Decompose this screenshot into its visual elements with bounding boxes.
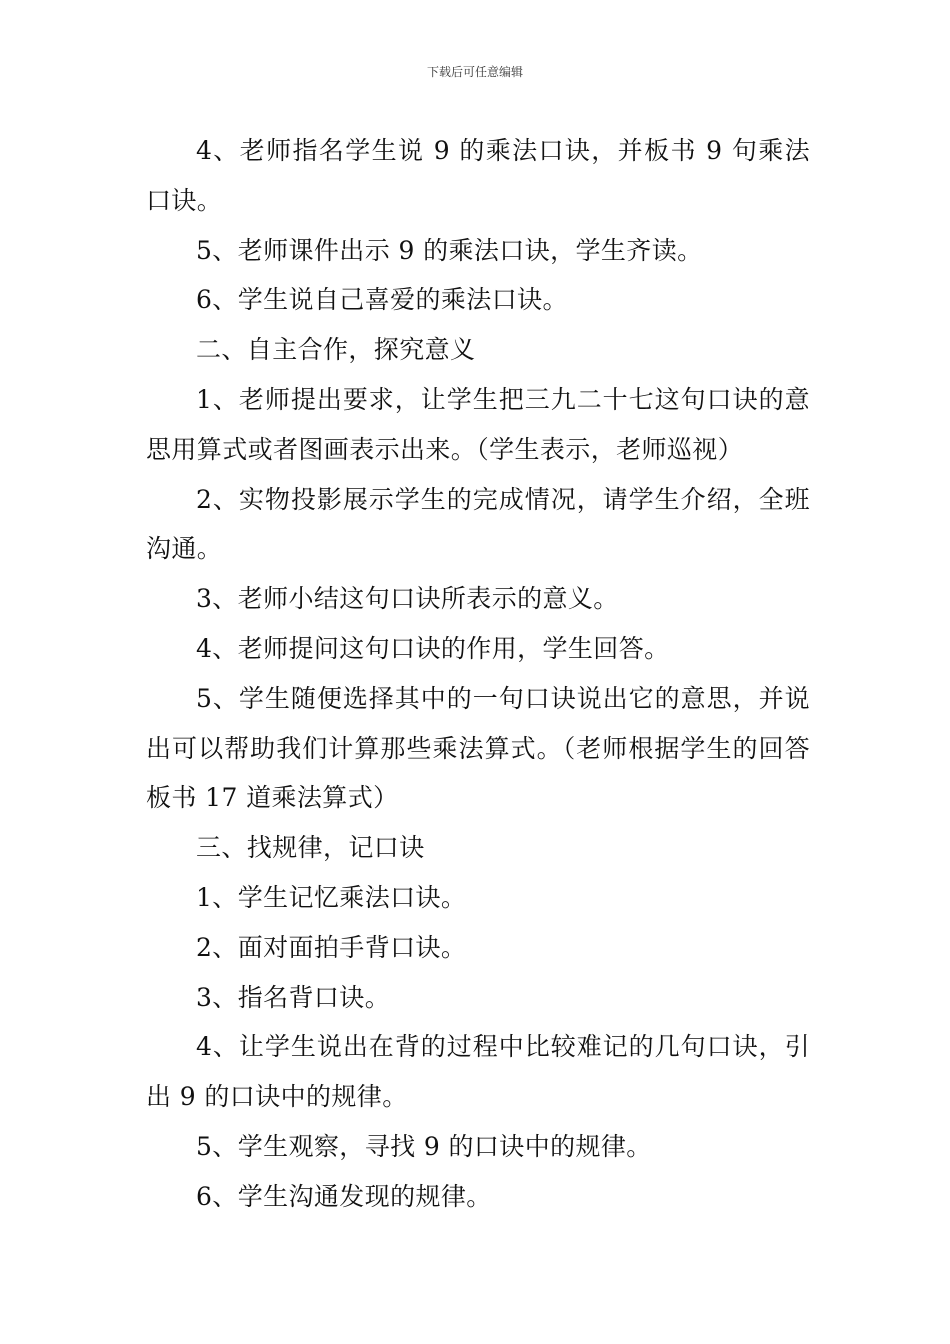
document-body (146, 126, 810, 1222)
paragraph-section2-step-3: 3、老师小结这句口诀所表示的意义。 (196, 584, 619, 614)
section-heading-2: 二、自主合作，探究意义 (196, 335, 476, 365)
paragraph-section3-step-1: 1、学生记忆乘法口诀。 (196, 882, 467, 912)
paragraph-section3-step-4: 4、让学生说出在背的过程中比较难记的几句口诀，引出 9 的口诀中的规律。 (146, 1032, 810, 1112)
paragraph-section3-step-6: 6、学生沟通发现的规律。 (196, 1181, 492, 1211)
paragraph-section2-step-1: 1、老师提出要求，让学生把三九二十七这句口诀的意思用算式或者图画表示出来。（学生表示，老师巡视） (146, 384, 810, 464)
page-header: 下载后可任意编辑 (426, 65, 523, 79)
paragraph-section3-step-3: 3、指名背口诀。 (196, 982, 391, 1012)
paragraph-step-6-favorite: 6、学生说自己喜爱的乘法口诀。 (196, 285, 568, 315)
paragraph-step-4-recite: 4、老师指名学生说 9 的乘法口诀，并板书 9 句乘法口诀。 (146, 136, 810, 215)
paragraph-section2-step-4: 4、老师提问这句口诀的作用，学生回答。 (196, 633, 670, 663)
paragraph-section2-step-5: 5、学生随便选择其中的一句口诀说出它的意思，并说出可以帮助我们计算那些乘法算式。（老师根据学生的回答板书 17 道乘法算式） (146, 683, 810, 813)
section-heading-3: 三、找规律，记口诀 (196, 833, 425, 863)
paragraph-section3-step-5: 5、学生观察，寻找 9 的口诀中的规律。 (196, 1131, 652, 1161)
paragraph-section2-step-2: 2、实物投影展示学生的完成情况，请学生介绍，全班沟通。 (146, 484, 810, 564)
paragraph-section3-step-2: 2、面对面拍手背口诀。 (196, 932, 467, 962)
paragraph-step-5-courseware: 5、老师课件出示 9 的乘法口诀，学生齐读。 (196, 235, 703, 265)
